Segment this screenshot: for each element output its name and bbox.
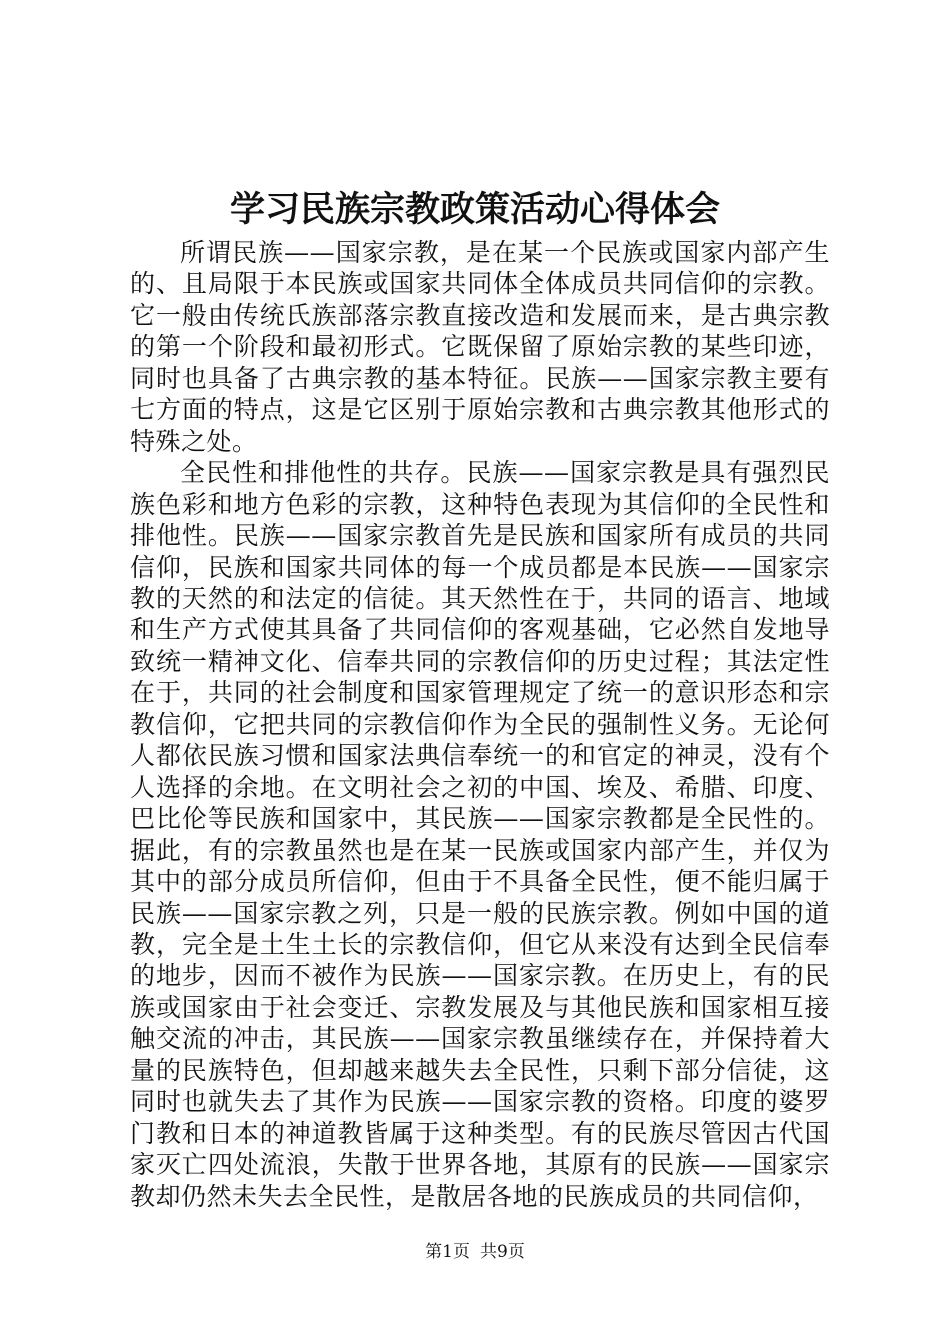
- paragraph-2: 全民性和排他性的共存。民族——国家宗教是具有强烈民族色彩和地方色彩的宗教，这种特色表现为其信仰的全民性和排他性。民族——国家宗教首先是民族和国家所有成员的共同信仰，民族和国家共同体的每一个成员都是本民族——国家宗教的天然的和法定的信徒。其天然性在于，共同的语言、地域和生产方式使其具备了共同信仰的客观基础，它必然自发地导致统一精神文化、信奉共同的宗教信仰的历史过程；其法定性在于，共同的社会制度和国家管理规定了统一的意识形态和宗教信仰，它把共同的宗教信仰作为全民的强制性义务。无论何人都依民族习惯和国家法典信奉统一的和官定的神灵，没有个人选择的余地。在文明社会之初的中国、埃及、希腊、印度、巴比伦等民族和国家中，其民族——国家宗教都是全民性的。据此，有的宗教虽然也是在某一民族或国家内部产生，并仅为其中的部分成员所信仰，但由于不具备全民性，便不能归属于民族——国家宗教之列，只是一般的民族宗教。例如中国的道教，完全是土生土长的宗教信仰，但它从来没有达到全民信奉的地步，因而不被作为民族——国家宗教。在历史上，有的民族或国家由于社会变迁、宗教发展及与其他民族和国家相互接触交流的冲击，其民族——国家宗教虽继续存在，并保持着大量的民族特色，但却越来越失去全民性，只剩下部分信徒，这同时也就失去了其作为民族——国家宗教的资格。印度的婆罗门教和日本的神道教皆属于这种类型。有的民族尽管因古代国家灭亡四处流浪，失散于世界各地，其原有的民族——国家宗教却仍然未失去全民性，是散居各地的民族成员的共同信仰，: [130, 458, 830, 1211]
- document-body: [130, 237, 830, 1212]
- page-footer: [0, 1240, 950, 1264]
- document-title: 学习民族宗教政策活动心得体会: [229, 189, 720, 230]
- paragraph-1: 所谓民族——国家宗教，是在某一个民族或国家内部产生的、且局限于本民族或国家共同体全体成员共同信仰的宗教。它一般由传统氏族部落宗教直接改造和发展而来，是古典宗教的第一个阶段和最初形式。它既保留了原始宗教的某些印迹，同时也具备了古典宗教的基本特征。民族——国家宗教主要有七方面的特点，这是它区别于原始宗教和古典宗教其他形式的特殊之处。: [130, 238, 830, 456]
- page-number-current: 第1页: [425, 1242, 470, 1262]
- page-number-total: 共9页: [480, 1242, 525, 1262]
